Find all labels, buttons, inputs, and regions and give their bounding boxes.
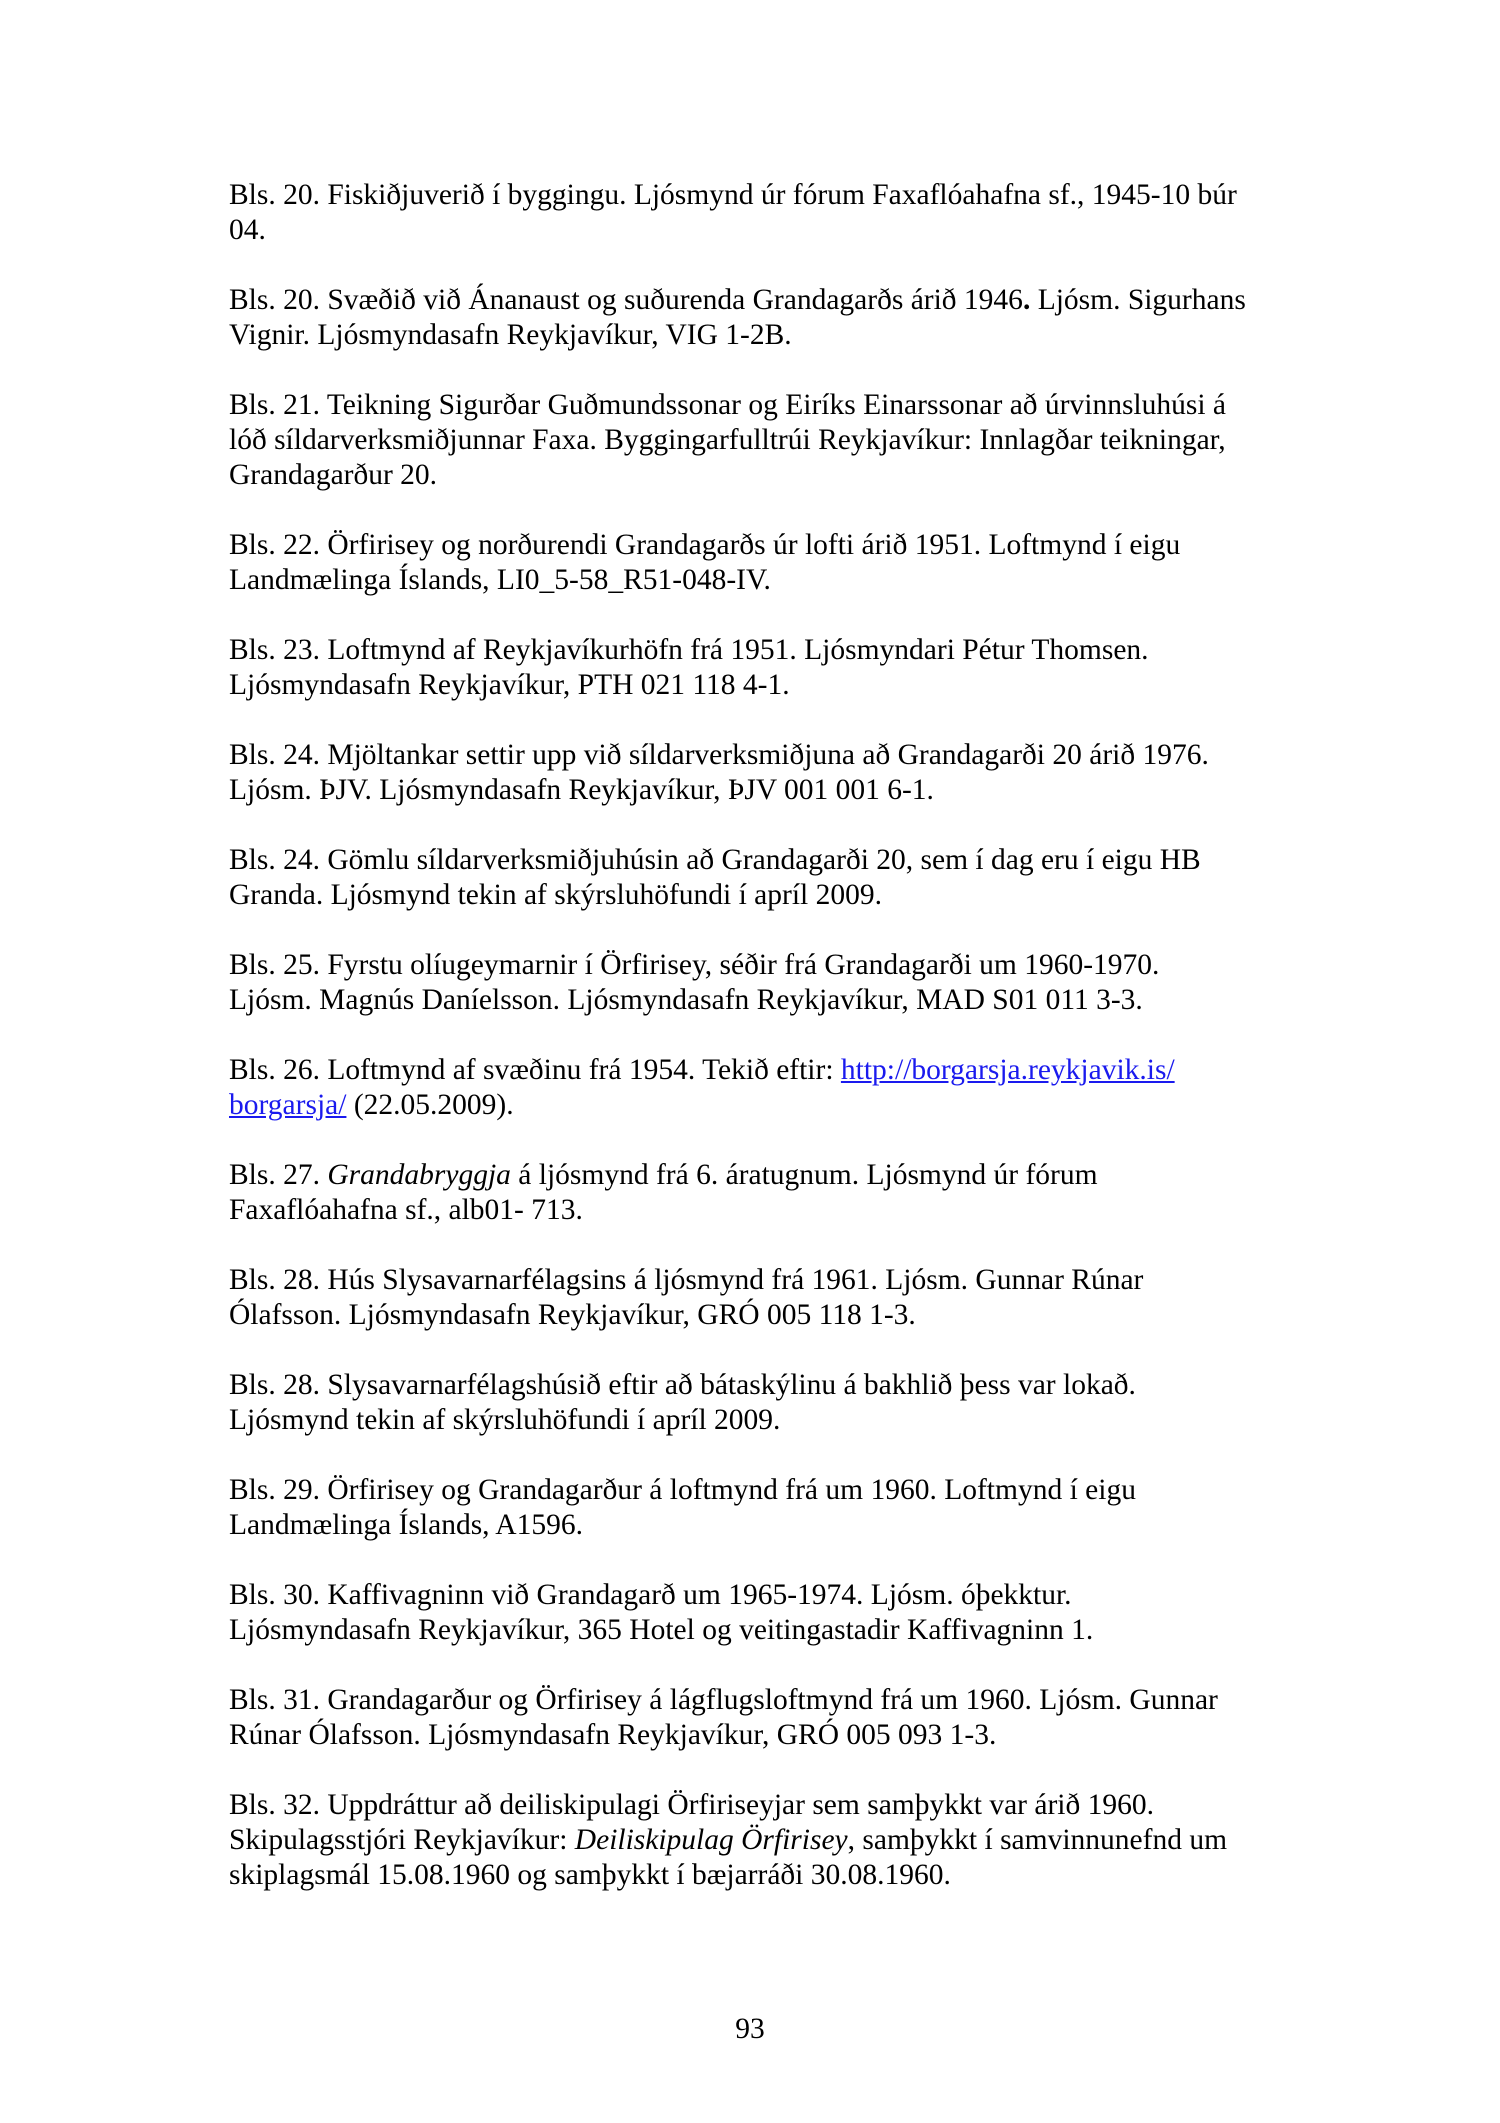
- caption-line: [229, 283, 1289, 318]
- caption-text: Bls. 26. Loftmynd af svæðinu frá 1954. Tekið eftir:: [229, 1054, 841, 1086]
- caption-entry: [229, 1053, 1289, 1123]
- caption-text: skiplagsmál 15.08.1960 og samþykkt í bæjarráði 30.08.1960.: [229, 1859, 951, 1891]
- caption-text: Vignir. Ljósmyndasafn Reykjavíkur, VIG 1-2B.: [229, 319, 792, 351]
- caption-line: [229, 948, 1289, 983]
- caption-line: [229, 1473, 1289, 1508]
- caption-text: Bls. 28. Slysavarnarfélagshúsið eftir að bátaskýlinu á bakhlið þess var lokað.: [229, 1369, 1136, 1401]
- caption-entry: [229, 1263, 1289, 1333]
- caption-line: [229, 1053, 1289, 1088]
- caption-entry: [229, 1578, 1289, 1648]
- caption-line: [229, 1718, 1289, 1753]
- caption-line: [229, 843, 1289, 878]
- caption-text: Ljósm. ÞJV. Ljósmyndasafn Reykjavíkur, ÞJV 001 001 6-1.: [229, 774, 934, 806]
- page-number: 93: [735, 2013, 765, 2045]
- caption-line: [229, 388, 1289, 423]
- caption-line: [229, 1613, 1289, 1648]
- source-link[interactable]: borgarsja/: [229, 1089, 347, 1121]
- caption-text: Ljósm. Magnús Daníelsson. Ljósmyndasafn Reykjavíkur, MAD S01 011 3-3.: [229, 984, 1143, 1016]
- caption-text: Bls. 24. Mjöltankar settir upp við síldarverksmiðjuna að Grandagarði 20 árið 1976.: [229, 739, 1209, 771]
- caption-entry: [229, 738, 1289, 808]
- source-link[interactable]: http://borgarsja.reykjavik.is/: [840, 1054, 1175, 1086]
- caption-text: Landmælinga Íslands, A1596.: [229, 1509, 583, 1541]
- caption-text: Landmælinga Íslands, LI0_5-58_R51-048-IV.: [229, 564, 771, 596]
- caption-entry: [229, 528, 1289, 598]
- caption-line: [229, 1858, 1289, 1893]
- caption-line: [229, 738, 1289, 773]
- caption-line: [229, 1823, 1289, 1858]
- caption-text: Bls. 32. Uppdráttur að deiliskipulagi Örfiriseyjar sem samþykkt var árið 1960.: [229, 1789, 1154, 1821]
- caption-text: Ólafsson. Ljósmyndasafn Reykjavíkur, GRÓ 005 118 1-3.: [229, 1299, 916, 1331]
- italic-title: Grandabryggja: [327, 1159, 511, 1191]
- caption-text: .: [1022, 284, 1031, 316]
- caption-entry: [229, 948, 1289, 1018]
- italic-title: Deiliskipulag Örfirisey: [574, 1824, 848, 1856]
- caption-text: Bls. 22. Örfirisey og norðurendi Grandagarðs úr lofti árið 1951. Loftmynd í eigu: [229, 529, 1181, 561]
- caption-text: , samþykkt í samvinnunefnd um: [847, 1824, 1228, 1856]
- caption-text: Bls. 21. Teikning Sigurðar Guðmundssonar og Eiríks Einarssonar að úrvinnsluhúsi á: [229, 389, 1227, 421]
- caption-text: Grandagarður 20.: [229, 459, 438, 491]
- caption-text: 04.: [229, 214, 266, 246]
- caption-entry: [229, 1788, 1289, 1893]
- caption-text: Ljósm. Sigurhans: [1030, 284, 1246, 316]
- caption-text: Bls. 31. Grandagarður og Örfirisey á lágflugsloftmynd frá um 1960. Ljósm. Gunnar: [229, 1684, 1218, 1716]
- caption-text: Bls. 30. Kaffivagninn við Grandagarð um 1965-1974. Ljósm. óþekktur.: [229, 1579, 1072, 1611]
- caption-text: Bls. 28. Hús Slysavarnarfélagsins á ljósmynd frá 1961. Ljósm. Gunnar Rúnar: [229, 1264, 1144, 1296]
- caption-entry: [229, 1158, 1289, 1228]
- caption-entry: [229, 1368, 1289, 1438]
- caption-line: [229, 633, 1289, 668]
- caption-text: (22.05.2009).: [346, 1089, 514, 1121]
- caption-line: [229, 1298, 1289, 1333]
- caption-text: Rúnar Ólafsson. Ljósmyndasafn Reykjavíkur, GRÓ 005 093 1-3.: [229, 1719, 997, 1751]
- caption-line: [229, 1193, 1289, 1228]
- caption-text: Bls. 25. Fyrstu olíugeymarnir í Örfirisey, séðir frá Grandagarði um 1960-1970.: [229, 949, 1160, 981]
- caption-line: [229, 878, 1289, 913]
- caption-text: Bls. 29. Örfirisey og Grandagarður á loftmynd frá um 1960. Loftmynd í eigu: [229, 1474, 1136, 1506]
- caption-text: Bls. 23. Loftmynd af Reykjavíkurhöfn frá 1951. Ljósmyndari Pétur Thomsen.: [229, 634, 1149, 666]
- caption-line: [229, 668, 1289, 703]
- caption-text: Ljósmynd tekin af skýrsluhöfundi í apríl 2009.: [229, 1404, 781, 1436]
- caption-line: [229, 213, 1289, 248]
- caption-text: Bls. 20. Svæðið við Ánanaust og suðurenda Grandagarðs árið 1946: [229, 284, 1023, 316]
- caption-text: Bls. 27.: [229, 1159, 328, 1191]
- caption-text: lóð síldarverksmiðjunnar Faxa. Byggingarfulltrúi Reykjavíkur: Innlagðar teikningar,: [229, 424, 1226, 456]
- caption-line: [229, 1368, 1289, 1403]
- caption-entry: [229, 178, 1289, 248]
- caption-line: [229, 1088, 1289, 1123]
- caption-text: Bls. 24. Gömlu síldarverksmiðjuhúsin að Grandagarði 20, sem í dag eru í eigu HB: [229, 844, 1201, 876]
- caption-line: [229, 178, 1289, 213]
- caption-text: Ljósmyndasafn Reykjavíkur, PTH 021 118 4-1.: [229, 669, 790, 701]
- caption-entry: [229, 843, 1289, 913]
- caption-line: [229, 1263, 1289, 1298]
- caption-line: [229, 1578, 1289, 1613]
- caption-text: Granda. Ljósmynd tekin af skýrsluhöfundi í apríl 2009.: [229, 879, 882, 911]
- caption-text: Ljósmyndasafn Reykjavíkur, 365 Hotel og veitingastadir Kaffivagninn 1.: [229, 1614, 1094, 1646]
- caption-line: [229, 1158, 1289, 1193]
- caption-entry: [229, 1473, 1289, 1543]
- caption-text: Faxaflóahafna sf., alb01- 713.: [229, 1194, 583, 1226]
- caption-entry: [229, 283, 1289, 353]
- caption-line: [229, 1508, 1289, 1543]
- caption-line: [229, 318, 1289, 353]
- caption-line: [229, 1403, 1289, 1438]
- caption-entry: [229, 633, 1289, 703]
- caption-line: [229, 1788, 1289, 1823]
- caption-line: [229, 528, 1289, 563]
- caption-line: [229, 563, 1289, 598]
- caption-line: [229, 773, 1289, 808]
- caption-line: [229, 1683, 1289, 1718]
- caption-text: Skipulagsstjóri Reykjavíkur:: [229, 1824, 575, 1856]
- caption-list: [229, 178, 1289, 1928]
- caption-line: [229, 423, 1289, 458]
- caption-line: [229, 983, 1289, 1018]
- caption-entry: [229, 388, 1289, 493]
- caption-text: á ljósmynd frá 6. áratugnum. Ljósmynd úr fórum: [510, 1159, 1098, 1191]
- caption-entry: [229, 1683, 1289, 1753]
- caption-text: Bls. 20. Fiskiðjuverið í byggingu. Ljósmynd úr fórum Faxaflóahafna sf., 1945-10 búr: [229, 179, 1237, 211]
- caption-line: [229, 458, 1289, 493]
